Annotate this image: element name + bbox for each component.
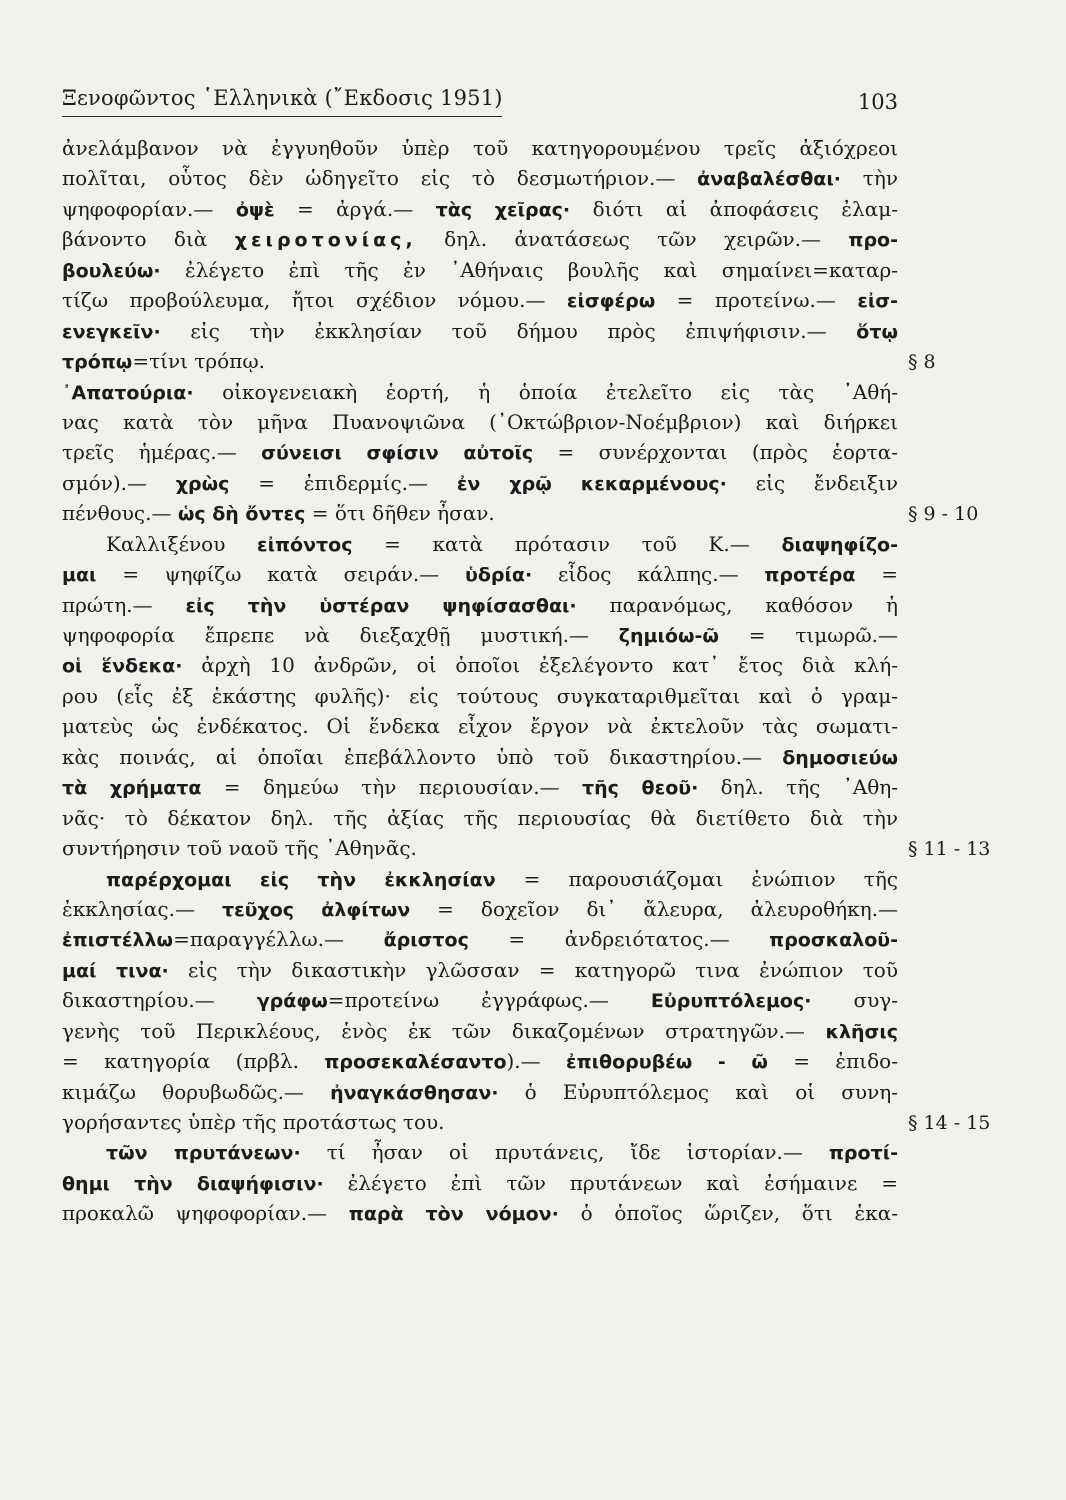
gloss-text: τί ἦσαν οἱ πρυτάνεις, ἴδε ἱστορίαν.— <box>300 1140 829 1165</box>
commentary-text <box>62 133 898 1229</box>
lemma-term: οἱ ἕνδεκα· <box>62 655 183 678</box>
gloss-text: εἶδος κάλπης.— <box>532 562 765 587</box>
gloss-text: = ἀνδρειότατος.— <box>468 927 770 952</box>
gloss-text: ψηφοφορία ἔπρεπε νὰ διεξαχθῇ μυστική.— <box>62 623 619 647</box>
lemma-term: δημοσιεύω <box>782 746 898 769</box>
gloss-text: σμόν).— <box>62 470 176 495</box>
gloss-text: = ἐπιδο- <box>767 1049 898 1074</box>
gloss-text: ρου (εἷς ἐξ ἑκάστης φυλῆς)· εἰς τούτους συγκαταριθμεῖται καὶ ὁ γραμ- <box>62 683 898 708</box>
gloss-text: ).— <box>506 1049 567 1074</box>
gloss-text: τὴν <box>840 166 898 191</box>
lemma-term: προσεκαλέσαντο <box>324 1051 507 1074</box>
text-line <box>62 742 898 772</box>
gloss-text: κιμάζω θορυβωδῶς.— <box>62 1079 331 1104</box>
gloss-text: = δημεύω τὴν περιουσίαν.— <box>201 775 582 800</box>
text-line <box>62 285 898 315</box>
gloss-text: πρώτη.— <box>62 592 186 617</box>
lemma-term: ζημιόω-ῶ <box>618 625 719 647</box>
text-line <box>62 224 898 254</box>
lemma-term: ἐπιθορυβέω - ῶ <box>566 1051 768 1074</box>
gloss-text: = ψηφίζω κατὰ σειράν.— <box>96 562 465 587</box>
gloss-text: = <box>855 562 898 587</box>
gloss-text: =τίνι τρόπῳ. <box>132 349 266 374</box>
lemma-term: εἰσ- <box>857 290 898 313</box>
gloss-text: ἀνελάμβανον νὰ ἐγγυηθοῦν ὑπὲρ τοῦ κατηγορουμένου τρεῖς ἀξιόχρεοι <box>62 136 898 160</box>
gloss-text: παρανόμως, καθόσον ἡ <box>576 592 898 617</box>
gloss-text: =παραγγέλλω.— <box>173 927 384 952</box>
gloss-text: τίζω προβούλευμα, ἤτοι σχέδιον νόμου.— <box>62 288 567 313</box>
text-line <box>62 1137 898 1167</box>
gloss-text: εἰς ἔνδειξιν <box>726 470 898 495</box>
gloss-text: συντήρησιν τοῦ ναοῦ τῆς ᾿Αθηνᾶς. <box>62 836 417 861</box>
lemma-term: παρὰ τὸν νόμον· <box>348 1203 559 1226</box>
gloss-text: = προτείνω.— <box>655 288 858 313</box>
text-line <box>62 681 898 711</box>
lemma-term: βουλεύω· <box>62 259 161 282</box>
gloss-text: οἰκογενειακὴ ἑορτή, ἡ ὁποία ἐτελεῖτο εἰς τὰς ᾿Αθή- <box>193 379 898 404</box>
lemma-term: κλῆσις <box>825 1020 898 1043</box>
lemma-term: τῆς θεοῦ· <box>582 777 699 800</box>
lemma-term: σύνεισι σφίσιν αὐτοῖς <box>261 442 534 465</box>
lemma-term: ἄριστος <box>383 929 469 952</box>
text-line <box>62 1168 898 1198</box>
lemma-term: εἰπόντος <box>257 533 353 556</box>
page-number: 103 <box>857 90 898 114</box>
text-line <box>62 133 898 163</box>
gloss-text: τρεῖς ἡμέρας.— <box>62 440 262 465</box>
lemma-term: τεῦχος ἀλφίτων <box>221 898 411 921</box>
text-line <box>62 407 898 437</box>
lemma-term: προσκαλοῦ- <box>769 929 898 952</box>
text-line <box>62 590 898 620</box>
gloss-text: =προτείνω ἐγγράφως.— <box>327 988 651 1013</box>
gloss-text: ὁ Εὐρυπτόλεμος καὶ οἱ συνη- <box>498 1079 898 1104</box>
text-line <box>62 468 898 498</box>
text-line <box>62 316 898 346</box>
gloss-text: = παρουσιάζομαι ἐνώπιον τῆς <box>495 866 899 891</box>
gloss-text: = συνέρχονται (πρὸς ἑορτα- <box>533 440 898 465</box>
section-reference: § 14 - 15 <box>908 1112 991 1135</box>
gloss-text: εἰς τὴν δικαστικὴν γλῶσσαν = κατηγορῶ τινα ἐνώπιον τοῦ <box>168 957 898 982</box>
lemma-term: ὅτῳ <box>856 320 898 343</box>
section-reference: § 11 - 13 <box>908 838 991 861</box>
text-line <box>62 894 898 924</box>
text-line <box>62 620 898 650</box>
gloss-text: πολῖται, οὗτος δὲν ὡδηγεῖτο εἰς τὸ δεσμωτήριον.— <box>62 166 698 191</box>
gloss-text: δηλ. τῆς ᾿Αθη- <box>698 775 898 800</box>
running-header <box>62 76 898 116</box>
lemma-term: μαι <box>62 564 97 587</box>
lemma-term: τρόπῳ <box>62 351 133 374</box>
text-line <box>62 924 898 954</box>
text-line <box>62 437 898 467</box>
lemma-term: ἐπιστέλλω <box>62 929 174 952</box>
text-line <box>62 255 898 285</box>
lemma-term: προτέρα <box>764 564 856 587</box>
gloss-text: = ὅτι δῆθεν ἦσαν. <box>305 501 495 526</box>
lemma-term: διαψηφίζο- <box>781 533 898 556</box>
gloss-text: = κατηγορία (πρβλ. <box>62 1049 325 1074</box>
text-line <box>62 985 898 1015</box>
text-line <box>62 1016 898 1046</box>
lemma-term: τὰς χεῖρας· <box>435 198 571 221</box>
lemma-term: προ- <box>848 229 898 252</box>
lemma-term: τὰ χρήματα <box>62 777 202 800</box>
text-line <box>62 955 898 985</box>
header-title: Ξενοφῶντος ῾Ελληνικὰ (῎Εκδοσις 1951) <box>62 86 503 110</box>
text-line <box>62 194 898 224</box>
lemma-term: ἀναβαλέσθαι· <box>697 168 841 191</box>
gloss-text: ἐλέγετο ἐπὶ τῶν πρυτάνεων καὶ ἐσήμαινε = <box>323 1170 898 1195</box>
gloss-text: ἀρχὴ 10 ἀνδρῶν, οἱ ὁποῖοι ἐξελέγοντο κατ᾿ ἔτος διὰ κλή- <box>182 653 898 678</box>
text-line <box>62 498 898 528</box>
lemma-term: εἰς τὴν ὑστέραν ψηφίσασθαι· <box>185 594 577 617</box>
lemma-term: ὡς δὴ ὄντες <box>177 503 306 526</box>
lemma-term: Εὐρυπτόλεμος· <box>650 990 812 1013</box>
lemma-term: ᾿Απατούρια· <box>62 381 194 404</box>
lemma-term: χρὼς <box>175 472 230 495</box>
gloss-text: = ἐπιδερμίς.— <box>229 470 457 495</box>
text-line <box>62 833 898 863</box>
header-rule <box>62 116 502 117</box>
gloss-text: γενὴς τοῦ Περικλέους, ἑνὸς ἐκ τῶν δικαζομένων στρατηγῶν.— <box>62 1018 826 1043</box>
lemma-term: γράφω <box>256 990 328 1013</box>
gloss-text: ἐλέγετο ἐπὶ τῆς ἐν ᾿Αθήναις βουλῆς καὶ σημαίνει=καταρ- <box>160 257 898 282</box>
gloss-text: νας κατὰ τὸν μῆνα Πυανοψιῶνα (᾿Οκτώβριον-Νοέμβριον) καὶ διήρκει <box>62 409 898 434</box>
lemma-term: θημι τὴν διαψήφισιν· <box>62 1172 324 1195</box>
gloss-text: ὁ ὁποῖος ὥριζεν, ὅτι ἑκα- <box>558 1201 898 1226</box>
gloss-text: γορήσαντες ὑπὲρ τῆς προτάστως του. <box>62 1110 445 1134</box>
gloss-text: ἐκκλησίας.— <box>62 896 222 921</box>
text-line <box>62 1046 898 1076</box>
text-line <box>62 377 898 407</box>
text-line <box>62 1198 898 1228</box>
text-line <box>62 346 898 376</box>
gloss-text: κὰς ποινάς, αἱ ὁποῖαι ἐπεβάλλοντο ὑπὸ τοῦ δικαστηρίου.— <box>62 744 783 769</box>
lemma-term: ὀψὲ <box>235 198 275 221</box>
lemma-term: ὑδρία· <box>465 564 533 587</box>
lemma-term: προτί- <box>828 1142 898 1165</box>
gloss-text: ψηφοφορίαν.— <box>62 196 236 221</box>
lemma-term: παρέρχομαι εἰς τὴν ἐκκλησίαν <box>106 868 496 891</box>
gloss-text: δηλ. ἀνατάσεως τῶν χειρῶν.— <box>416 227 849 252</box>
text-line <box>62 559 898 589</box>
text-line <box>62 864 898 894</box>
lemma-term: ἐν χρῷ κεκαρμένους· <box>456 472 727 495</box>
gloss-text: ματεὺς ὡς ἑνδέκατος. Οἱ ἕνδεκα εἶχον ἔργον νὰ ἐκτελοῦν τὰς σωματι- <box>62 714 898 739</box>
text-line <box>62 803 898 833</box>
lemma-term: χειροτονίας, <box>234 229 417 252</box>
gloss-text: προκαλῶ ψηφοφορίαν.— <box>62 1201 349 1226</box>
text-line <box>62 1077 898 1107</box>
gloss-text: συγ- <box>811 988 898 1013</box>
lemma-term: εἰσφέρω <box>566 290 656 313</box>
text-line <box>62 529 898 559</box>
gloss-text: δικαστηρίου.— <box>62 988 257 1013</box>
gloss-text: = τιμωρῶ.— <box>718 623 898 647</box>
gloss-text: = δοχεῖον δι᾿ ἄλευρα, ἀλευροθήκη.— <box>410 896 899 921</box>
gloss-text: εἰς τὴν ἐκκλησίαν τοῦ δήμου πρὸς ἐπιψήφισιν.— <box>160 318 857 343</box>
text-line <box>62 1107 898 1137</box>
lemma-term: ενεγκεῖν· <box>62 320 161 343</box>
lemma-term: μαί τινα· <box>62 959 169 982</box>
section-reference: § 9 - 10 <box>908 503 979 526</box>
text-line <box>62 163 898 193</box>
section-reference: § 8 <box>908 351 936 374</box>
gloss-text: πένθους.— <box>62 501 178 526</box>
gloss-text: Καλλιξένου <box>106 531 258 556</box>
lemma-term: τῶν πρυτάνεων· <box>106 1142 301 1165</box>
lemma-term: ἠναγκάσθησαν· <box>330 1081 499 1104</box>
text-line <box>62 650 898 680</box>
gloss-text: = ἀργά.— <box>274 196 436 221</box>
gloss-text: = κατὰ πρότασιν τοῦ Κ.— <box>352 531 782 556</box>
gloss-text: βάνοντο διὰ <box>62 227 235 252</box>
text-line <box>62 772 898 802</box>
text-line <box>62 711 898 741</box>
gloss-text: νᾶς· τὸ δέκατον δηλ. τῆς ἀξίας τῆς περιουσίας θὰ διετίθετο διὰ τὴν <box>62 805 898 830</box>
gloss-text: διότι αἱ ἀποφάσεις ἐλαμ- <box>570 196 898 221</box>
